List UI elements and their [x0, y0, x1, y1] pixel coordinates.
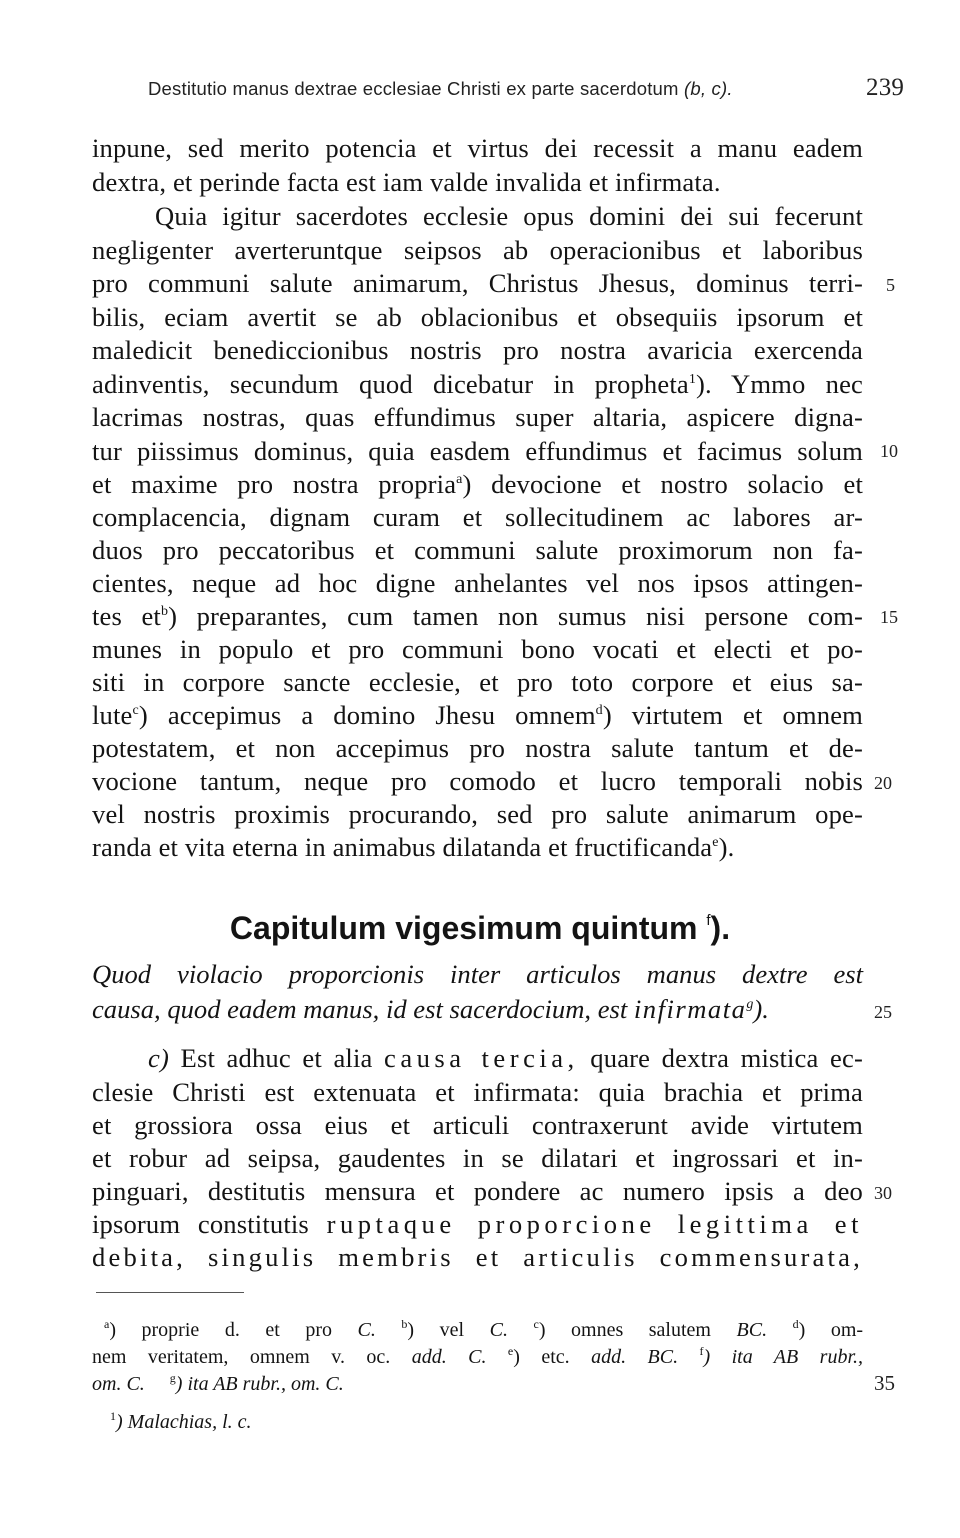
text-segment: ruptaque proporcione legittima et [326, 1209, 863, 1239]
text-segment: ) devocione et nostro solacio et [462, 469, 863, 499]
line-number: 10 [880, 441, 898, 461]
text-segment: lute [92, 700, 133, 730]
page-number: 239 [866, 74, 905, 101]
text-segment: tes et [92, 601, 161, 631]
fn-item [534, 1319, 768, 1341]
text-line: bilis, eciam avertit se ab oblacionibus et obsequiis ipsorum et [92, 302, 863, 332]
text-line: inpune, sed merito potencia et virtus dei recessit a manu eadem [92, 133, 863, 163]
text-line: potestatem, et non accepimus pro nostra salute tantum et de- [92, 733, 863, 763]
footnote-ref: c [132, 703, 139, 718]
text-line: vocione tantum, neque pro comodo et lucro temporali nobis [92, 766, 863, 796]
fn-ms: add. C. [411, 1346, 487, 1368]
footnote-line [92, 1370, 792, 1398]
text-segment: infirmata [633, 994, 747, 1024]
fn-item [104, 1319, 376, 1341]
text-line [92, 698, 863, 732]
fn-mark: g [169, 1371, 176, 1385]
text-line: complacencia, dignam curam et sollecitudinem ac labores ar- [92, 502, 863, 532]
fn-text: ) om- [798, 1319, 864, 1341]
fn-item [793, 1319, 863, 1341]
fn-mark: d [792, 1317, 799, 1331]
text-segment: randa et vita eterna in animabus dilatanda et fructificanda [92, 832, 713, 862]
text-line [92, 367, 863, 401]
text-line [148, 1041, 863, 1075]
fn-text: ) etc. [513, 1346, 570, 1368]
text-line: negligenter averteruntque seipsos ab operacionibus et laboribus [92, 235, 863, 265]
text-line: maledicit benediccionibus nostris pro nostra avaricia exercenda [92, 335, 863, 365]
fn-text: nem veritatem, omnem v. oc. [92, 1346, 391, 1368]
running-tag: (b, c). [683, 78, 733, 99]
text-line: pinguari, destitutis mensura et pondere ac numero ipsis a deo [92, 1176, 863, 1206]
chapter-title-text: Capitulum vigesimum quintum [229, 910, 698, 946]
chapter-rubric-line [92, 991, 863, 1027]
text-segment: causa, quod eadem manus, id est sacerdocium, est [92, 994, 628, 1024]
line-number: 35 [874, 1371, 895, 1395]
text-line: munes in populo et pro communi bono vocati et electi et po- [92, 634, 863, 664]
fn-item [401, 1319, 508, 1341]
line-number: 15 [880, 607, 898, 627]
chapter-rubric-line: Quod violacio proporcionis inter articulos manus dextre est [92, 959, 863, 989]
text-line [92, 467, 863, 501]
text-segment: ). [753, 994, 769, 1024]
text-segment: debita, singulis membris et articulis commensurata, [92, 1242, 863, 1272]
fn-ms: ) ita AB rubr., [703, 1346, 864, 1368]
footnote-ref: g [746, 997, 754, 1012]
footnote-ref: 1 [688, 372, 696, 387]
fn-item [700, 1346, 864, 1368]
footnote-line [104, 1316, 863, 1344]
text-segment: ). Ymmo nec [695, 369, 863, 399]
running-title: Destitutio manus dextrae ecclesiae Christi ex parte sacerdotum [148, 78, 679, 99]
text-line: tur piissimus dominus, quia easdem effundimus et facimus solum [92, 436, 863, 466]
fn-mark: 1 [110, 1409, 116, 1423]
fn-ms: ) Malachias, l. c. [116, 1411, 252, 1433]
footnote-rule [96, 1292, 244, 1293]
fn-text: ) omnes salutem [538, 1319, 711, 1341]
footnote-ref: f [706, 912, 711, 929]
text-segment: ). [718, 832, 735, 862]
fn-ms: C. [489, 1319, 508, 1341]
fn-item [508, 1346, 678, 1368]
fn-ms: C. [357, 1319, 376, 1341]
text-line [92, 599, 863, 633]
text-segment: Est adhuc et alia [180, 1043, 373, 1073]
footnote-line [110, 1408, 610, 1436]
text-line: siti in corpore sancte ecclesie, et pro toto corpore et eius sa- [92, 667, 863, 697]
fn-mark: b [401, 1317, 408, 1331]
line-number: 20 [874, 773, 892, 793]
fn-mark: e [507, 1344, 514, 1358]
chapter-title-tail: ). [710, 910, 731, 946]
line-number: 30 [874, 1183, 892, 1203]
text-segment: et maxime pro nostra propria [92, 469, 457, 499]
text-segment: ) virtutem et omnem [602, 700, 863, 730]
chapter-title [0, 897, 960, 945]
fn-ms: ) ita AB rubr., om. C. [175, 1373, 344, 1395]
footnote-line [92, 1343, 863, 1371]
footnote-ref: d [595, 703, 603, 718]
fn-text: ) proprie d. et pro [109, 1319, 332, 1341]
line-number: 5 [886, 275, 895, 295]
text-line: Quia igitur sacerdotes ecclesie opus domini dei sui fecerunt [155, 201, 863, 231]
text-segment: quare dextra mistica ec- [590, 1043, 863, 1073]
footnote-ref: b [160, 604, 169, 619]
text-line: et robur ad seipsa, gaudentes in se dilatari et ingrossari et in- [92, 1143, 863, 1173]
footnote-ref: e [712, 835, 719, 850]
fn-item [92, 1346, 486, 1368]
text-segment: adinventis, secundum quod dicebatur in propheta [92, 369, 689, 399]
text-line: pro communi salute animarum, Christus Jhesus, dominus terri- [92, 268, 863, 298]
text-line: duos pro peccatoribus et communi salute proximorum non fa- [92, 535, 863, 565]
line-number: 25 [874, 1002, 892, 1022]
text-line: clesie Christi est extenuata et infirmata: quia brachia et prima [92, 1077, 863, 1107]
text-segment: ) preparantes, cum tamen non sumus nisi persone com- [168, 601, 863, 631]
fn-mark: a [104, 1317, 110, 1331]
fn-ms: BC. [736, 1319, 768, 1341]
fn-mark: c [533, 1317, 539, 1331]
text-segment: causa tercia, [384, 1043, 579, 1073]
running-head [148, 74, 908, 108]
fn-text: ) vel [407, 1319, 465, 1341]
text-line [92, 1207, 863, 1241]
footnote-ref: a [456, 472, 463, 487]
section-marker: c) [148, 1043, 169, 1073]
text-line: dextra, et perinde facta est iam valde invalida et infirmata. [92, 167, 721, 197]
text-segment: ) accepimus a domino Jhesu omnem [138, 700, 596, 730]
text-line: et grossiora ossa eius et articuli contraxerunt avide virtutem [92, 1110, 863, 1140]
text-line: lacrimas nostras, quas effundimus super altaria, aspicere digna- [92, 402, 863, 432]
fn-ms: add. BC. [591, 1346, 679, 1368]
text-segment: ipsorum constitutis [92, 1209, 309, 1239]
text-line [92, 830, 863, 864]
fn-ms: om. C. [92, 1373, 145, 1395]
fn-mark: f [699, 1344, 704, 1358]
text-line: cientes, neque ad hoc digne anhelantes vel nos ipsos attingen- [92, 568, 863, 598]
text-line [92, 1240, 863, 1274]
text-line: vel nostris proximis procurando, sed pro salute animarum ope- [92, 799, 863, 829]
